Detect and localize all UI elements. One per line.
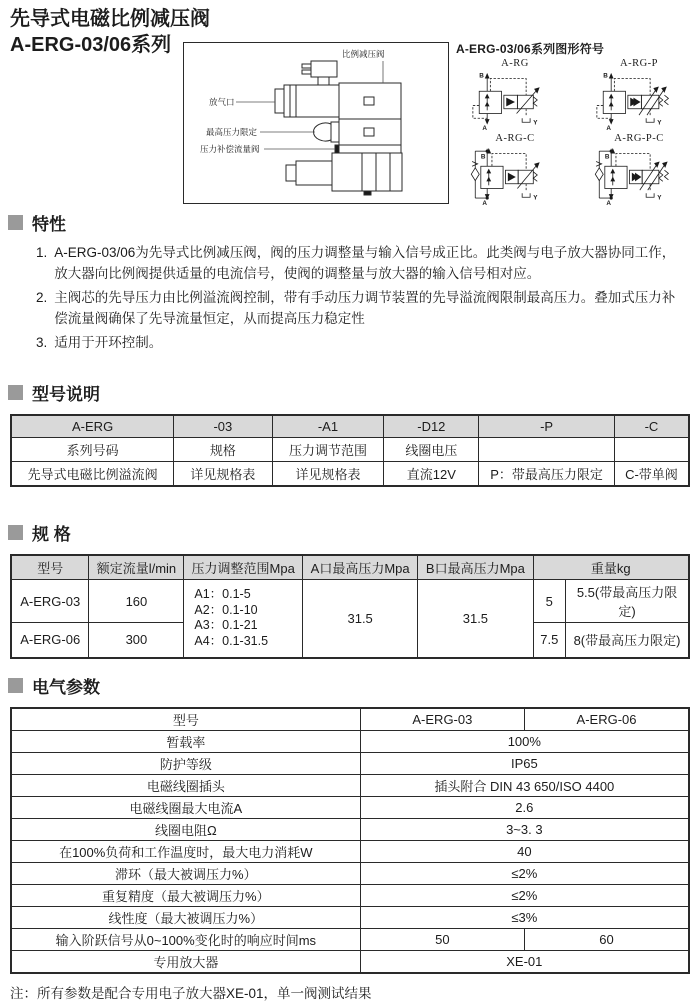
- table-cell: -D12: [384, 415, 479, 438]
- table-cell: 40: [360, 840, 689, 862]
- symbol-a-rg-p: [580, 58, 698, 131]
- table-cell: 规格: [174, 438, 272, 462]
- table-cell: ≤3%: [360, 906, 689, 928]
- table-cell: 详见规格表: [272, 462, 384, 487]
- valve-outline-figure: [183, 42, 449, 204]
- table-cell: -P: [479, 415, 615, 438]
- table-cell: 插头附合 DIN 43 650/ISO 4400: [360, 774, 689, 796]
- table-cell: 输入阶跃信号从0~100%变化时的响应时间ms: [11, 928, 360, 950]
- document-header: [0, 0, 700, 208]
- table-row: [11, 774, 689, 796]
- table-cell: 线圈电阻Ω: [11, 818, 360, 840]
- list-item: [36, 288, 686, 330]
- page-title-line1: 先导式电磁比例减压阀: [10, 8, 210, 30]
- table-header: A口最高压力Mpa: [303, 555, 418, 580]
- table-cell: A-ERG: [11, 415, 174, 438]
- table-cell: 160: [89, 580, 184, 623]
- table-cell: A-ERG-06: [525, 708, 689, 731]
- section-model-title: 型号说明: [32, 384, 100, 404]
- table-cell: 电磁线圈插头: [11, 774, 360, 796]
- table-cell: 系列号码: [11, 438, 174, 462]
- feature-text: A-ERG-03/06为先导式比例减压阀，阀的压力调整量与输入信号成正比。此类阀与电子放大器协同工作，放大器向比例阀提供适量的电流信号，使阀的调整量与放大器的输入信号相对应。: [54, 245, 676, 281]
- table-row: [11, 840, 689, 862]
- feature-number: 2.: [36, 289, 48, 305]
- table-cell: 详见规格表: [174, 462, 272, 487]
- symbols-panel: [456, 40, 698, 206]
- list-item: [36, 333, 686, 354]
- table-cell: -03: [174, 415, 272, 438]
- table-cell: 型号: [11, 708, 360, 731]
- table-cell: 31.5: [303, 580, 418, 658]
- symbols-title: A-ERG-03/06系列图形符号: [456, 42, 605, 56]
- symbol-a-rg-p-label: A-RG-P: [619, 58, 658, 69]
- table-cell: [614, 438, 689, 462]
- table-row: [11, 928, 689, 950]
- callout-max-pressure-limit: 最高压力限定: [206, 127, 258, 137]
- symbol-a-rg-p-c-drawing: [586, 144, 692, 206]
- table-cell: 8(带最高压力限定): [566, 623, 689, 658]
- features-list: [36, 243, 686, 354]
- table-cell: 防护等级: [11, 752, 360, 774]
- valve-drawing: [184, 43, 448, 203]
- table-cell: ≤2%: [360, 862, 689, 884]
- table-cell: 直流12V: [384, 462, 479, 487]
- port-label-y: Y: [657, 119, 662, 127]
- port-label-a: A: [482, 200, 488, 208]
- section-bullet-icon: [8, 215, 23, 230]
- callout-proportional-valve: 比例减压阀: [342, 49, 385, 59]
- table-header: B口最高压力Mpa: [418, 555, 533, 580]
- table-cell: 暂载率: [11, 730, 360, 752]
- table-cell: 在100%负荷和工作温度时，最大电力消耗W: [11, 840, 360, 862]
- page-title-line2: A-ERG-03/06系列: [10, 34, 172, 56]
- table-cell: 压力调节范围: [272, 438, 384, 462]
- section-electrical: [8, 673, 700, 698]
- section-spec-title: 规 格: [32, 525, 71, 545]
- feature-text: 适用于开环控制。: [54, 334, 163, 350]
- table-cell: P：带最高压力限定: [479, 462, 615, 487]
- table-cell: A-ERG-03: [360, 708, 524, 731]
- feature-text: 主阀芯的先导压力由比例溢流阀控制，带有手动压力调节装置的先导溢流阀限制最高压力。叠加式压力补偿流量阀确保了先导流量恒定，从而提高压力稳定性: [54, 289, 676, 326]
- table-row: [11, 708, 689, 731]
- table-cell: A-ERG-03: [11, 580, 89, 623]
- electrical-table: [10, 707, 690, 974]
- callout-pressure-comp-flow-valve: 压力补偿流量阀: [200, 144, 260, 154]
- feature-number: 1.: [36, 245, 48, 260]
- table-cell: 线圈电压: [384, 438, 479, 462]
- table-row: [11, 730, 689, 752]
- symbol-grid: [456, 58, 698, 206]
- spec-table: [10, 554, 690, 659]
- table-cell: 电磁线圈最大电流A: [11, 796, 360, 818]
- table-header: 重量kg: [533, 555, 689, 580]
- table-cell: -C: [614, 415, 689, 438]
- table-cell: 5: [533, 580, 566, 623]
- table-row: [11, 884, 689, 906]
- feature-number: 3.: [36, 334, 48, 350]
- model-designation-table: [10, 414, 690, 488]
- symbol-a-rg-c: [456, 133, 574, 206]
- port-label-b: B: [479, 72, 484, 80]
- table-cell: 31.5: [418, 580, 533, 658]
- page-title: [10, 6, 210, 58]
- section-features: [8, 210, 700, 235]
- port-label-a: A: [482, 125, 488, 133]
- symbol-a-rg-c-label: A-RG-C: [495, 133, 535, 144]
- section-spec: [8, 520, 700, 545]
- table-row: [11, 950, 689, 973]
- symbol-a-rg-p-c-label: A-RG-P-C: [614, 133, 664, 144]
- section-features-title: 特性: [32, 215, 66, 234]
- symbol-a-rg-drawing: [462, 69, 568, 131]
- table-header: 压力调整范围Mpa: [184, 555, 303, 580]
- port-label-b: B: [604, 153, 610, 161]
- table-cell: 50: [360, 928, 524, 950]
- table-cell: 滞环（最大被调压力%）: [11, 862, 360, 884]
- table-cell: XE-01: [360, 950, 689, 973]
- table-cell: 5.5(带最高压力限定): [566, 580, 689, 623]
- section-electrical-title: 电气参数: [32, 677, 100, 697]
- table-row: [11, 862, 689, 884]
- table-row: [11, 906, 689, 928]
- table-cell: [479, 438, 615, 462]
- table-cell: 300: [89, 623, 184, 658]
- section-bullet-icon: [8, 525, 23, 540]
- callout-air-vent: 放气口: [209, 97, 235, 107]
- table-cell: 7.5: [533, 623, 566, 658]
- port-label-y: Y: [657, 194, 662, 202]
- table-cell: 2.6: [360, 796, 689, 818]
- port-label-a: A: [606, 125, 612, 133]
- table-header: 型号: [11, 555, 89, 580]
- port-label-b: B: [480, 153, 486, 161]
- symbol-a-rg-p-drawing: [586, 69, 692, 131]
- port-label-y: Y: [533, 119, 538, 127]
- table-cell: 60: [525, 928, 689, 950]
- port-label-a: A: [606, 200, 612, 208]
- table-cell: 先导式电磁比例溢流阀: [11, 462, 174, 487]
- section-bullet-icon: [8, 678, 23, 693]
- table-row: [11, 580, 689, 623]
- symbol-a-rg: [456, 58, 574, 131]
- table-cell: -A1: [272, 415, 384, 438]
- table-cell: IP65: [360, 752, 689, 774]
- pressure-range-cell: A1：0.1-5 A2：0.1-10 A3：0.1-21 A4：0.1-31.5: [184, 580, 303, 658]
- section-bullet-icon: [8, 385, 23, 400]
- footnote: 注：所有参数是配合专用电子放大器XE-01，单一阀测试结果: [10, 985, 372, 1001]
- table-row: [11, 752, 689, 774]
- table-row: [11, 796, 689, 818]
- port-label-y: Y: [533, 194, 538, 202]
- table-row: [11, 818, 689, 840]
- symbol-a-rg-label: A-RG: [501, 58, 529, 69]
- table-cell: C-带单阀: [614, 462, 689, 487]
- table-cell: 100%: [360, 730, 689, 752]
- table-cell: ≤2%: [360, 884, 689, 906]
- table-cell: 线性度（最大被调压力%）: [11, 906, 360, 928]
- table-cell: 3~3. 3: [360, 818, 689, 840]
- symbol-a-rg-c-drawing: [462, 144, 568, 206]
- table-header: 额定流量l/min: [89, 555, 184, 580]
- list-item: [36, 243, 686, 285]
- table-cell: A-ERG-06: [11, 623, 89, 658]
- table-cell: 专用放大器: [11, 950, 360, 973]
- symbol-a-rg-p-c: [580, 133, 698, 206]
- port-label-b: B: [603, 72, 608, 80]
- section-model: [8, 380, 700, 405]
- table-cell: 重复精度（最大被调压力%）: [11, 884, 360, 906]
